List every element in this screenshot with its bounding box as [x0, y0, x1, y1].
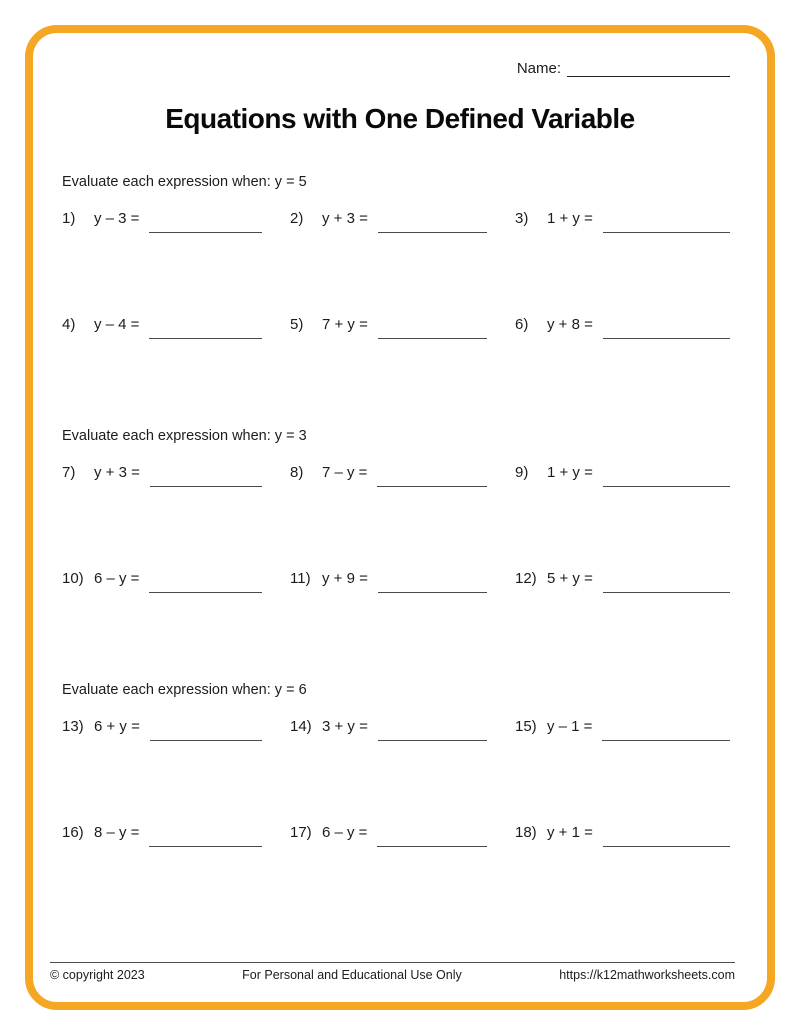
answer-blank-line [603, 208, 730, 233]
problem-number: 2) [290, 210, 304, 227]
answer-blank-line [602, 716, 730, 741]
problem-16 [62, 822, 262, 843]
problem-expression: 6 – y = [322, 824, 368, 841]
worksheet-content [62, 174, 730, 936]
answer-blank-line [603, 314, 730, 339]
answer-blank-line [378, 568, 487, 593]
problem-row [62, 462, 730, 483]
answer-blank-line [603, 568, 730, 593]
section-instruction: Evaluate each expression when: y = 6 [62, 682, 307, 698]
section-instruction: Evaluate each expression when: y = 5 [62, 174, 307, 190]
problem-number: 18) [515, 824, 537, 841]
answer-blank-line [378, 208, 487, 233]
problem-expression: 7 – y = [322, 464, 368, 481]
problem-number: 10) [62, 570, 84, 587]
problem-4 [62, 314, 262, 335]
problem-row [62, 822, 730, 843]
problem-row [62, 208, 730, 229]
problem-7 [62, 462, 262, 483]
name-blank-line [567, 63, 730, 77]
problem-5 [290, 314, 487, 335]
problem-expression: 7 + y = [322, 316, 368, 333]
problem-expression: 5 + y = [547, 570, 593, 587]
problem-number: 17) [290, 824, 312, 841]
problem-expression: 1 + y = [547, 464, 593, 481]
problem-17 [290, 822, 487, 843]
problem-expression: y – 1 = [547, 718, 593, 735]
answer-blank-line [378, 716, 487, 741]
problem-number: 6) [515, 316, 529, 333]
footer-url: https://k12mathworksheets.com [559, 968, 735, 982]
answer-blank-line [150, 716, 262, 741]
problem-expression: y – 3 = [94, 210, 140, 227]
answer-blank-line [378, 314, 487, 339]
problem-expression: y + 8 = [547, 316, 593, 333]
problem-3 [515, 208, 730, 229]
footer-row [50, 968, 735, 982]
answer-blank-line [149, 314, 262, 339]
problem-number: 15) [515, 718, 537, 735]
problem-number: 11) [290, 570, 311, 587]
problem-number: 5) [290, 316, 304, 333]
problem-18 [515, 822, 730, 843]
problem-14 [290, 716, 487, 737]
section-y-equals-3 [62, 428, 730, 589]
problem-row [62, 314, 730, 335]
problem-number: 7) [62, 464, 76, 481]
answer-blank-line [377, 822, 487, 847]
section-y-equals-6 [62, 682, 730, 843]
problem-8 [290, 462, 487, 483]
problem-expression: 8 – y = [94, 824, 140, 841]
problem-number: 1) [62, 210, 76, 227]
problem-number: 13) [62, 718, 84, 735]
problem-number: 9) [515, 464, 529, 481]
section-instruction: Evaluate each expression when: y = 3 [62, 428, 307, 444]
problem-expression: y + 1 = [547, 824, 593, 841]
problem-11 [290, 568, 487, 589]
problem-expression: 1 + y = [547, 210, 593, 227]
problem-number: 3) [515, 210, 529, 227]
page-footer [50, 962, 735, 982]
answer-blank-line [603, 462, 730, 487]
problem-number: 4) [62, 316, 76, 333]
problem-13 [62, 716, 262, 737]
problem-expression: 3 + y = [322, 718, 368, 735]
problem-number: 8) [290, 464, 304, 481]
problem-expression: y – 4 = [94, 316, 140, 333]
problem-number: 14) [290, 718, 312, 735]
problem-row [62, 716, 730, 737]
problem-number: 16) [62, 824, 84, 841]
answer-blank-line [150, 462, 262, 487]
answer-blank-line [603, 822, 730, 847]
problem-9 [515, 462, 730, 483]
footer-usage-text: For Personal and Educational Use Only [242, 968, 462, 982]
problem-2 [290, 208, 487, 229]
name-label: Name: [516, 60, 561, 77]
page-title: Equations with One Defined Variable [165, 103, 635, 134]
problem-6 [515, 314, 730, 335]
answer-blank-line [149, 208, 262, 233]
problem-10 [62, 568, 262, 589]
section-y-equals-5 [62, 174, 730, 335]
problem-number: 12) [515, 570, 537, 587]
problem-expression: 6 – y = [94, 570, 140, 587]
footer-copyright: © copyright 2023 [50, 968, 145, 982]
answer-blank-line [149, 822, 262, 847]
problem-1 [62, 208, 262, 229]
name-row [517, 60, 730, 77]
problem-expression: y + 3 = [94, 464, 140, 481]
problem-15 [515, 716, 730, 737]
problem-12 [515, 568, 730, 589]
answer-blank-line [149, 568, 262, 593]
problem-expression: 6 + y = [94, 718, 140, 735]
answer-blank-line [377, 462, 487, 487]
problem-expression: y + 3 = [322, 210, 368, 227]
problem-expression: y + 9 = [322, 570, 368, 587]
problem-row [62, 568, 730, 589]
